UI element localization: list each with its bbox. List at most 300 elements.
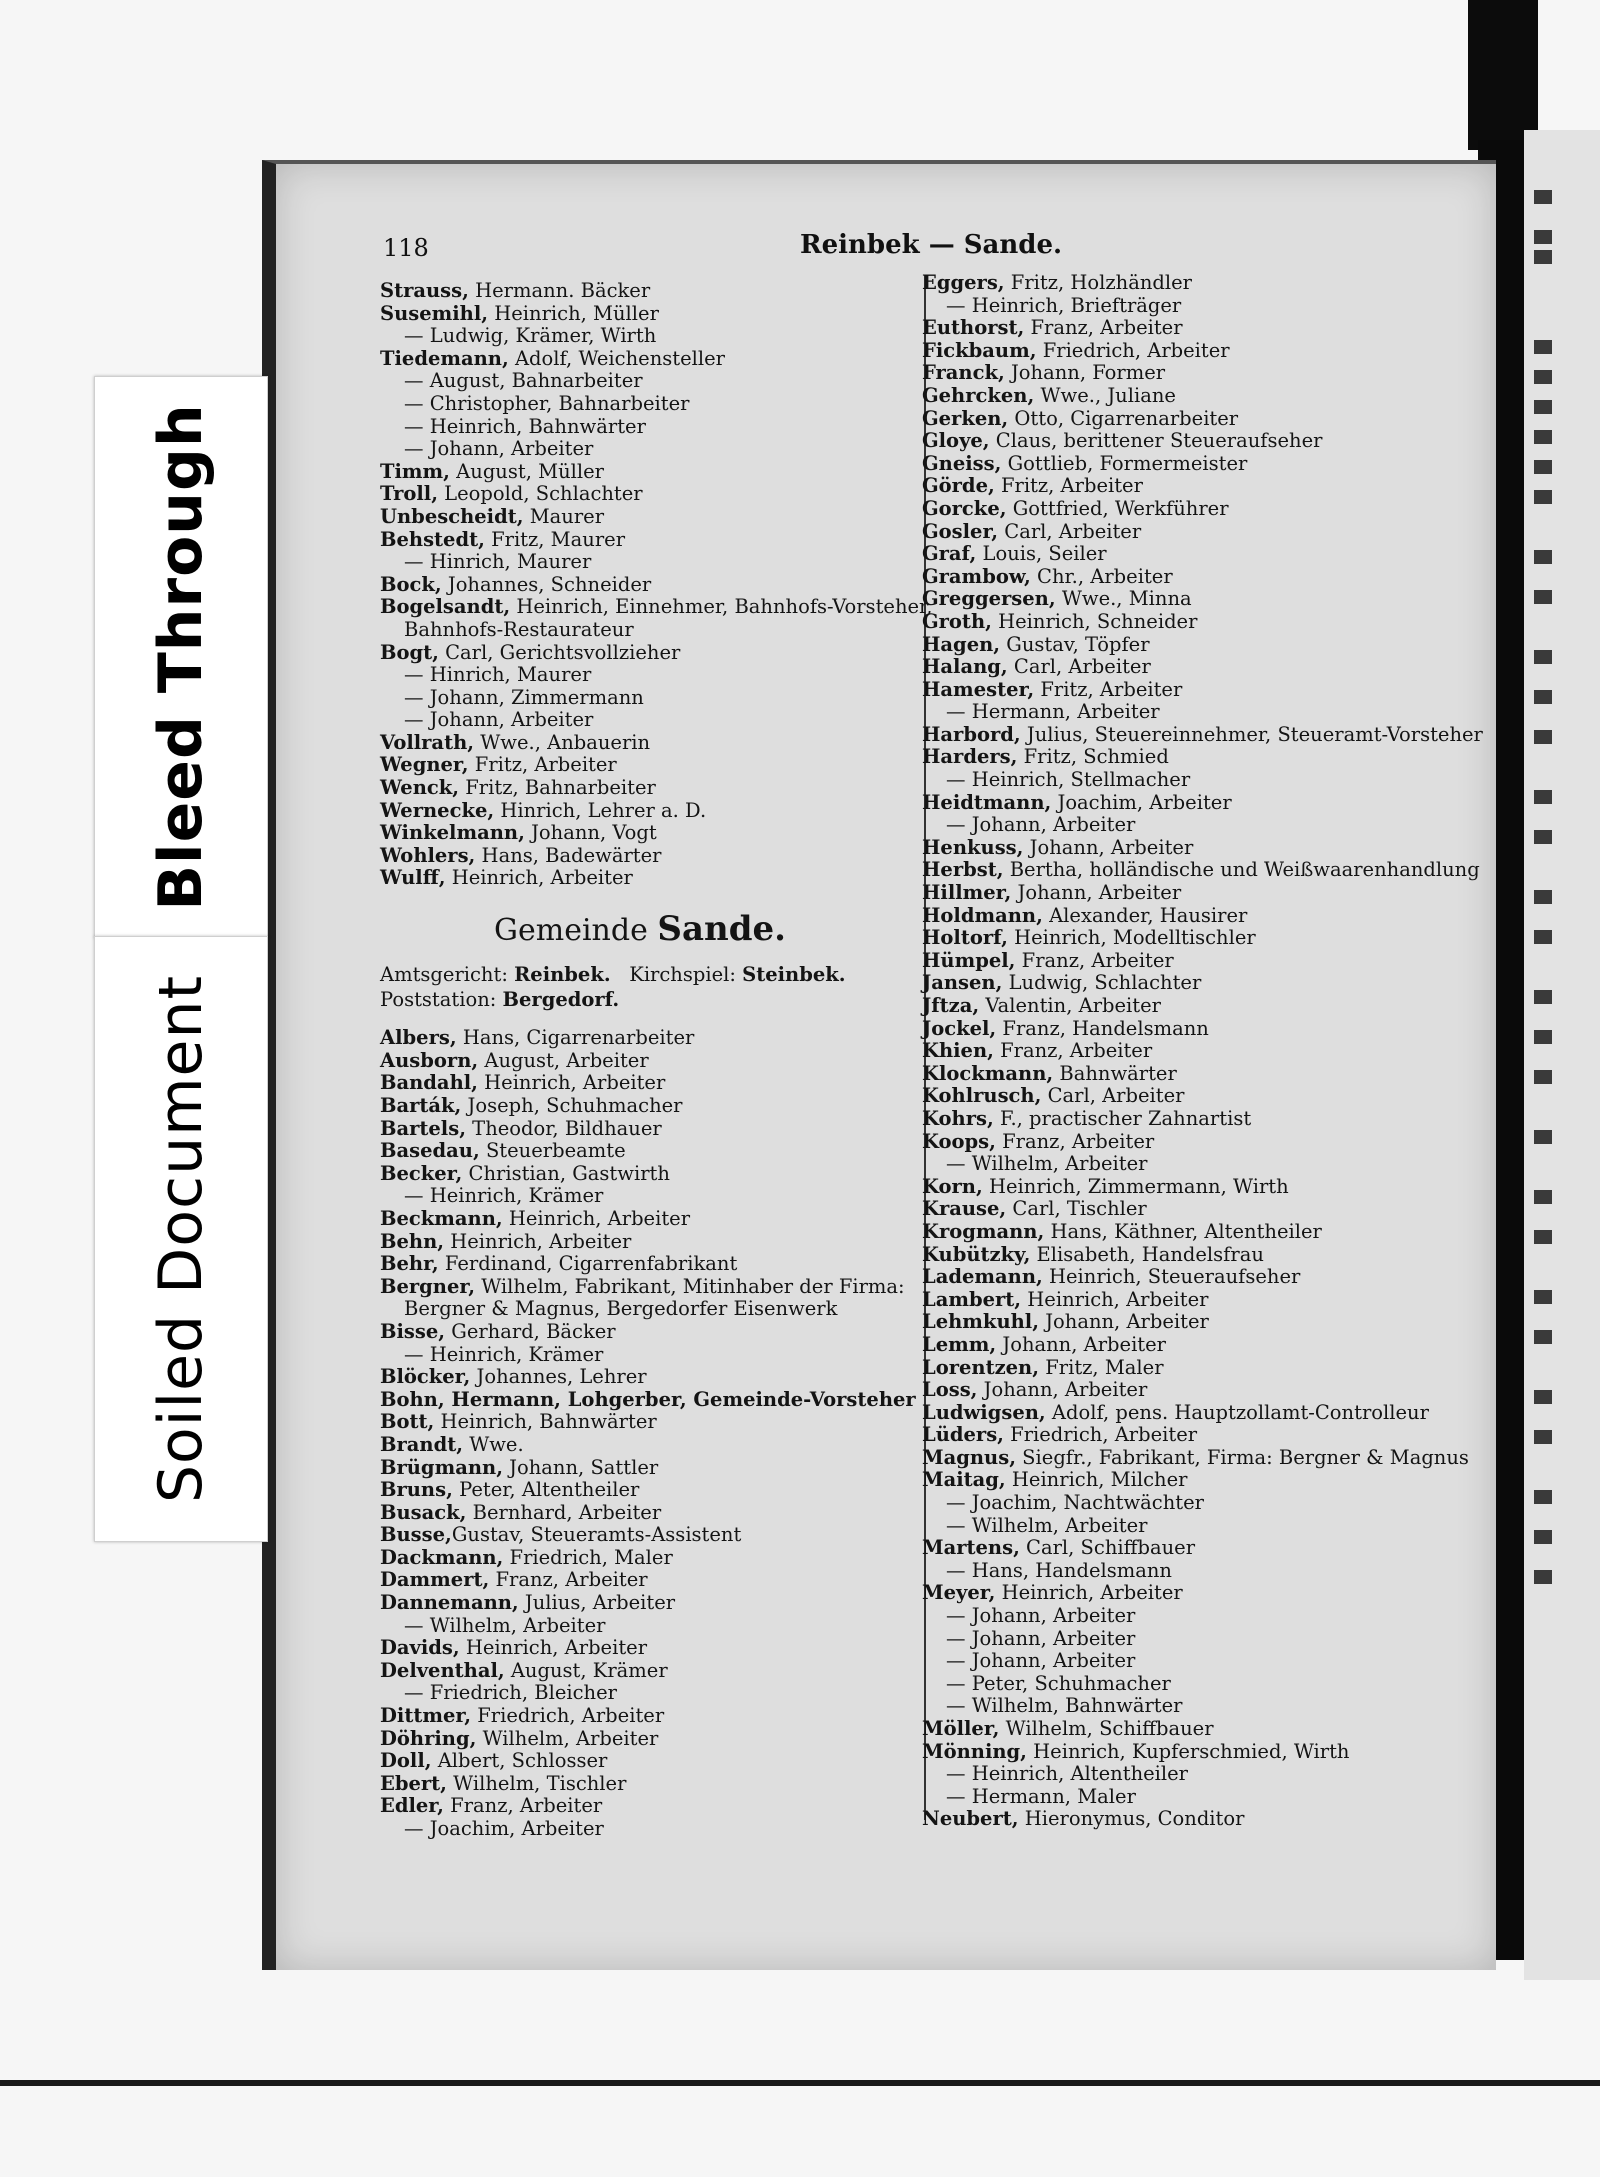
entry-details: August, Arbeiter <box>478 1048 649 1072</box>
entry-surname: Strauss, <box>380 279 469 302</box>
entry-surname: Behstedt, <box>380 527 485 551</box>
directory-entry <box>380 1637 910 1660</box>
directory-entry <box>380 1773 910 1796</box>
directory-entry <box>922 1718 1462 1741</box>
entry-details: Johann, Arbeiter <box>971 1626 1136 1650</box>
entry-surname: Timm, <box>380 459 450 483</box>
entry-surname: Fickbaum, <box>922 338 1037 362</box>
directory-entry <box>380 1298 910 1321</box>
entry-details: Wwe. <box>463 1432 524 1456</box>
directory-entry <box>380 1208 910 1231</box>
running-head: Reinbek — Sande. <box>800 230 1063 260</box>
facing-page-glyph <box>1534 590 1552 604</box>
directory-entry <box>380 1592 910 1615</box>
entry-surname: Lorentzen, <box>922 1355 1040 1379</box>
entry-surname: Lehmkuhl, <box>922 1310 1039 1334</box>
directory-entry <box>922 905 1462 928</box>
entry-details: Chr., Arbeiter <box>1030 564 1173 588</box>
entry-surname: Tiedemann, <box>380 346 509 370</box>
section-meta <box>380 964 910 1011</box>
entry-details: Franz, Handelsmann <box>996 1016 1209 1040</box>
entry-details: Gottlieb, Formermeister <box>1001 451 1248 475</box>
directory-entry: — Joachim, Arbeiter <box>404 1817 604 1840</box>
entry-surname: Wernecke, <box>380 798 495 822</box>
directory-entry <box>380 303 910 326</box>
entry-details: Fritz, Arbeiter <box>1034 677 1183 701</box>
directory-entry <box>922 1289 1462 1312</box>
entry-details: Wwe., Anbauerin <box>474 730 651 754</box>
entry-details: Wilhelm, Arbeiter <box>971 1513 1148 1537</box>
entry-details: Johannes, Schneider <box>441 572 652 596</box>
directory-entry: — Heinrich, Krämer <box>404 1184 604 1208</box>
directory-entry <box>922 1537 1462 1560</box>
directory-entry <box>380 1095 910 1118</box>
entry-details: Fritz, Arbeiter <box>468 753 617 777</box>
entry-surname: Dannemann, <box>380 1591 519 1615</box>
entry-details: Joseph, Schuhmacher <box>461 1094 683 1117</box>
meta-a-value: Reinbek. <box>514 963 611 987</box>
entry-surname: Ausborn, <box>380 1048 479 1072</box>
directory-entry: — Wilhelm, Arbeiter <box>404 1613 606 1637</box>
entry-surname: Kubützky, <box>922 1242 1031 1266</box>
directory-entry <box>380 348 910 371</box>
entry-details: August, Müller <box>449 459 604 483</box>
directory-entry <box>922 1357 1462 1380</box>
entry-surname: Korn, <box>922 1174 983 1198</box>
directory-entry <box>922 1311 1462 1334</box>
entry-details: Heinrich, Stellmacher <box>971 768 1191 792</box>
entry-details: Wilhelm, Fabrikant, Mitinhaber der Firma: <box>475 1274 905 1298</box>
directory-entry <box>380 1387 916 1412</box>
directory-entry: — Johann, Arbeiter <box>946 1626 1136 1650</box>
entry-details: Ludwig, Schlachter <box>1002 971 1202 995</box>
facing-page-glyph <box>1534 250 1552 264</box>
directory-entry: — Hermann, Arbeiter <box>946 700 1160 724</box>
entry-details: Wwe., Juliane <box>1034 383 1176 407</box>
directory-entry <box>380 1547 910 1570</box>
soiled-document-label: Soiled Document <box>146 974 216 1504</box>
entry-surname: Krogmann, <box>922 1219 1045 1243</box>
page-number: 118 <box>383 234 429 262</box>
directory-entry <box>922 1221 1462 1244</box>
entry-details: Hermann, Arbeiter <box>971 700 1160 724</box>
directory-entry <box>922 1334 1462 1357</box>
directory-entry <box>922 837 1462 860</box>
directory-entry <box>922 1402 1462 1425</box>
directory-entry <box>922 498 1462 521</box>
directory-entry <box>922 1379 1462 1402</box>
directory-entry <box>922 995 1462 1018</box>
facing-page-edge <box>1524 130 1600 1980</box>
entry-details: Bahnwärter <box>1053 1061 1177 1085</box>
directory-entry <box>922 408 1462 431</box>
entry-details: Heinrich, Modelltischler <box>1007 926 1256 950</box>
directory-entry <box>922 453 1462 476</box>
entry-surname: Behr, <box>380 1252 439 1276</box>
entry-details: Heinrich, Arbeiter <box>1021 1287 1209 1311</box>
meta-b-label: Kirchspiel: <box>629 963 736 987</box>
directory-entry <box>922 1808 1462 1831</box>
entry-surname: Heidtmann, <box>922 790 1052 814</box>
entry-details: Gottfried, Werkführer <box>1006 496 1229 520</box>
entry-surname: Bergner, <box>380 1274 476 1298</box>
facing-page-glyph <box>1534 340 1552 354</box>
directory-entry: — Johann, Arbeiter <box>946 1604 1136 1628</box>
entry-details: Johann, Sattler <box>502 1455 659 1479</box>
facing-page-glyph <box>1534 730 1552 744</box>
entry-surname: Halang, <box>922 655 1008 679</box>
entry-details: Hans, Käthner, Altentheiler <box>1044 1219 1322 1243</box>
facing-page-glyph <box>1534 550 1552 564</box>
directory-entry <box>380 777 910 800</box>
entry-details: Heinrich, Zimmermann, Wirth <box>982 1174 1289 1198</box>
directory-entry <box>380 1253 910 1276</box>
entry-surname: Edler, <box>380 1794 444 1818</box>
facing-page-glyph <box>1534 930 1552 944</box>
entry-surname: Hagen, <box>922 632 1001 656</box>
entry-surname: Blöcker, <box>380 1365 471 1389</box>
entry-surname: Dammert, <box>380 1568 490 1592</box>
directory-entry <box>380 1728 910 1751</box>
directory-entry <box>922 430 1462 453</box>
entry-surname: Groth, <box>922 609 992 633</box>
entry-surname: Hillmer, <box>922 881 1012 905</box>
entry-surname: Kohrs, <box>922 1106 994 1130</box>
directory-entry <box>922 385 1462 408</box>
entry-details: Christian, Gastwirth <box>462 1161 670 1185</box>
entry-details: Otto, Cigarrenarbeiter <box>1008 406 1239 430</box>
directory-entry <box>380 1750 910 1773</box>
directory-entry <box>380 642 910 665</box>
entry-details: Maurer <box>523 504 605 528</box>
entry-surname: Susemihl, <box>380 301 489 325</box>
entry-details: Wilhelm, Bahnwärter <box>971 1694 1183 1718</box>
directory-entry: — Heinrich, Stellmacher <box>946 768 1191 792</box>
entry-surname: Wegner, <box>380 753 469 777</box>
directory-entry: — Wilhelm, Bahnwärter <box>946 1694 1183 1718</box>
entry-details: Fritz, Bahnarbeiter <box>459 776 656 800</box>
directory-entry <box>922 1108 1462 1131</box>
entry-surname: Hümpel, <box>922 948 1016 972</box>
directory-entry <box>922 1198 1462 1221</box>
entry-details: Heinrich, Müller <box>488 301 659 325</box>
entry-details: Heinrich, Schneider <box>991 609 1198 633</box>
directory-entry <box>922 1040 1462 1063</box>
directory-entry <box>380 1118 910 1141</box>
directory-entry: — Peter, Schuhmacher <box>946 1671 1171 1695</box>
entry-surname: Herbst, <box>922 858 1004 882</box>
directory-entry <box>380 1660 910 1683</box>
directory-entry <box>380 595 933 619</box>
entry-surname: Gerken, <box>922 406 1009 430</box>
entry-details: Fritz, Arbeiter <box>994 474 1143 498</box>
directory-entry <box>922 1469 1462 1492</box>
entry-details: Hinrich, Lehrer a. D. <box>494 798 707 822</box>
entry-details: Johann, Zimmermann <box>429 685 644 709</box>
directory-entry <box>380 506 910 529</box>
entry-surname: Klockmann, <box>922 1061 1054 1085</box>
directory-entry <box>380 461 910 484</box>
entry-surname: Jockel, <box>922 1016 997 1040</box>
entry-surname: Koops, <box>922 1129 996 1153</box>
directory-entry <box>380 822 910 845</box>
directory-entry: — Ludwig, Krämer, Wirth <box>404 324 657 348</box>
entry-details: Julius, Steuereinnehmer, Steueramt-Vorsteher <box>1020 722 1483 746</box>
facing-page-glyph <box>1534 1330 1552 1344</box>
directory-entry <box>922 340 1462 363</box>
directory-entry <box>380 1705 910 1728</box>
entry-details: Heinrich, Krämer <box>429 1342 604 1366</box>
entry-surname: Bruns, <box>380 1478 453 1502</box>
directory-entry <box>922 543 1462 566</box>
entry-details: August, Bahnarbeiter <box>429 369 643 393</box>
entry-surname: Möller, <box>922 1717 1000 1740</box>
meta-b-value: Steinbek. <box>742 963 846 987</box>
entry-details: Alexander, Hausirer <box>1042 903 1248 927</box>
entry-details: Wilhelm, Tischler <box>446 1771 627 1795</box>
directory-entry <box>380 1321 910 1344</box>
entry-surname: Jftza, <box>922 994 980 1017</box>
entry-details: Franz, Arbeiter <box>443 1794 603 1818</box>
entry-details: Wilhelm, Arbeiter <box>971 1152 1148 1176</box>
entry-details: Heinrich, Arbeiter <box>502 1206 691 1230</box>
entry-details: Franz, Arbeiter <box>995 1129 1155 1153</box>
directory-entry <box>922 588 1462 611</box>
entry-details: Friedrich, Arbeiter <box>471 1704 665 1728</box>
directory-entry: — Hinrich, Maurer <box>404 550 592 574</box>
entry-details: Johann, Arbeiter <box>429 708 594 732</box>
directory-entry <box>922 1741 1462 1764</box>
directory-entry <box>922 1445 1469 1470</box>
facing-page-glyph <box>1534 490 1552 504</box>
entry-details: August, Krämer <box>504 1658 668 1682</box>
directory-entry <box>922 566 1462 589</box>
directory-entry <box>380 732 910 755</box>
entry-details: Wwe., Minna <box>1055 587 1192 611</box>
entry-surname: Delventhal, <box>380 1658 505 1682</box>
entry-details: Carl, Gerichtsvollzieher <box>438 640 681 664</box>
directory-entry <box>922 611 1462 634</box>
facing-page-glyph <box>1534 1130 1552 1144</box>
entry-details: Heinrich, Kupferschmied, Wirth <box>1026 1739 1350 1763</box>
entry-surname: Albers, <box>380 1026 457 1050</box>
entry-details: Joachim, Arbeiter <box>429 1817 604 1840</box>
entry-surname: Greggersen, <box>922 587 1056 611</box>
entry-surname: Wulff, <box>380 866 446 890</box>
directory-entry <box>922 1244 1462 1267</box>
entry-surname: Harders, <box>922 745 1018 769</box>
entry-details: Heinrich, Bahnwärter <box>429 414 646 438</box>
facing-page-glyph <box>1534 1530 1552 1544</box>
soiled-document-stamp <box>94 936 268 1542</box>
facing-page-glyph <box>1534 1030 1552 1044</box>
directory-entry <box>922 679 1462 702</box>
entry-surname: Holtorf, <box>922 926 1008 950</box>
entry-details: Peter, Schuhmacher <box>971 1671 1171 1695</box>
entry-surname: Meyer, <box>922 1581 996 1605</box>
entry-surname: Khien, <box>922 1039 994 1063</box>
entry-surname: Lambert, <box>922 1287 1022 1311</box>
entry-surname: Martens, <box>922 1536 1020 1560</box>
entry-details: Bertha, holländische und Weißwaarenhandlung <box>1003 858 1480 882</box>
directory-entry <box>380 280 910 303</box>
entry-details: Steuerbeamte <box>479 1139 626 1163</box>
directory-entry: — Wilhelm, Arbeiter <box>946 1513 1148 1537</box>
entry-details: Valentin, Arbeiter <box>979 994 1161 1017</box>
entry-details: Friedrich, Arbeiter <box>1003 1423 1198 1447</box>
entry-details: Hermann, Maler <box>971 1784 1136 1808</box>
entry-details: Johann, Arbeiter <box>1039 1310 1209 1334</box>
entry-surname: Ebert, <box>380 1771 447 1795</box>
directory-entry <box>380 1479 910 1502</box>
entry-surname: Doll, <box>380 1749 432 1773</box>
entry-surname: Gorcke, <box>922 496 1007 520</box>
entry-surname: Maitag, <box>922 1468 1006 1492</box>
entry-surname: Mönning, <box>922 1739 1027 1763</box>
entry-details: Johann, Arbeiter <box>971 813 1136 837</box>
entry-details: Franz, Arbeiter <box>489 1568 648 1592</box>
entry-details: Wilhelm, Arbeiter <box>476 1726 659 1750</box>
entry-details: Elisabeth, Handelsfrau <box>1030 1242 1264 1266</box>
entry-details: Friedrich, Arbeiter <box>1036 338 1230 362</box>
entry-details: Fritz, Holzhändler <box>1004 271 1192 294</box>
directory-entry <box>922 1131 1462 1154</box>
entry-details: Johann, Arbeiter <box>1011 881 1182 905</box>
reinbek-entries <box>380 279 933 890</box>
entry-details: Carl, Arbeiter <box>998 519 1142 543</box>
directory-entry <box>380 1434 910 1457</box>
entry-details: Theodor, Bildhauer <box>465 1116 662 1140</box>
directory-entry <box>922 634 1462 657</box>
entry-surname: Troll, <box>380 482 438 506</box>
entry-details: Hans, Cigarrenarbeiter <box>456 1026 695 1050</box>
directory-entry: — Heinrich, Krämer <box>404 1342 604 1366</box>
directory-entry <box>922 656 1462 679</box>
entry-surname: Görde, <box>922 474 995 498</box>
bleed-through-label: Bleed Through <box>146 403 216 911</box>
meta-a-value: Bergedorf. <box>502 987 620 1011</box>
entry-details: Louis, Seiler <box>976 542 1107 566</box>
entry-surname: Neubert, <box>922 1807 1019 1831</box>
directory-entry: — Johann, Arbeiter <box>404 708 594 732</box>
directory-entry <box>922 746 1462 769</box>
directory-entry: — Joachim, Nachtwächter <box>946 1491 1204 1515</box>
directory-entry <box>922 1018 1462 1041</box>
directory-entry <box>380 1502 910 1525</box>
entry-details: Joachim, Nachtwächter <box>971 1491 1204 1515</box>
directory-entry <box>922 1063 1462 1086</box>
directory-entry <box>922 272 1462 295</box>
entry-details: Siegfr., Fabrikant, Firma: Bergner & Magnus <box>1015 1445 1469 1469</box>
directory-entry: — Heinrich, Altentheiler <box>946 1762 1189 1786</box>
directory-entry <box>380 1276 910 1299</box>
entry-surname: Kohlrusch, <box>922 1084 1042 1108</box>
directory-entry <box>380 754 910 777</box>
directory-entry: — Heinrich, Briefträger <box>946 293 1182 317</box>
facing-page-glyph <box>1534 690 1552 704</box>
entry-details: Wilhelm, Arbeiter <box>429 1613 606 1637</box>
entry-details: Gustav, Steueramts-Assistent <box>451 1523 742 1547</box>
directory-entry <box>380 1050 910 1073</box>
entry-details: Heinrich, Einnehmer, Bahnhofs-Vorsteher, <box>510 595 933 619</box>
entry-surname: Vollrath, <box>380 730 475 754</box>
directory-entry <box>380 845 910 868</box>
directory-entry <box>380 529 910 552</box>
sande-entries <box>380 1026 916 1840</box>
entry-details: Hans, Handelsmann <box>971 1558 1172 1582</box>
directory-entry: — Johann, Arbeiter <box>946 1649 1136 1673</box>
scanner-edge-top <box>1468 0 1538 150</box>
entry-surname: Euthorst, <box>922 316 1025 340</box>
directory-entry: — Hans, Handelsmann <box>946 1558 1172 1582</box>
directory-entry <box>922 858 1480 882</box>
directory-entry <box>922 475 1462 498</box>
entry-details: Hieronymus, Conditor <box>1018 1807 1245 1831</box>
entry-surname: Döhring, <box>380 1726 477 1750</box>
directory-entry <box>380 619 910 642</box>
entry-surname: Hamester, <box>922 677 1035 701</box>
directory-entry <box>380 1072 910 1095</box>
entry-surname: Basedau, <box>380 1139 480 1163</box>
entry-details: Heinrich, Arbeiter <box>995 1581 1183 1605</box>
entry-details: Bahnhofs-Restaurateur <box>404 617 634 641</box>
directory-entry <box>380 483 910 506</box>
entry-details: Carl, Tischler <box>1006 1197 1147 1221</box>
entry-details: Heinrich, Altentheiler <box>971 1762 1189 1786</box>
entry-surname: Busse, <box>380 1523 452 1547</box>
directory-entry <box>380 1569 910 1592</box>
entry-surname: Bisse, <box>380 1319 446 1343</box>
directory-entry <box>922 927 1462 950</box>
right-column <box>922 271 1483 1831</box>
entry-details: Hinrich, Maurer <box>429 663 592 687</box>
entry-surname: Busack, <box>380 1500 467 1524</box>
entry-surname: Bott, <box>380 1410 435 1434</box>
entry-details: Adolf, pens. Hauptzollamt-Controlleur <box>1045 1400 1429 1424</box>
directory-entry <box>380 800 910 823</box>
entry-details: Peter, Altentheiler <box>452 1478 640 1502</box>
entry-surname: Bogelsandt, <box>380 595 511 619</box>
facing-page-glyph <box>1534 1290 1552 1304</box>
sande-entries-continued <box>922 271 1483 1831</box>
entry-details: Carl, Arbeiter <box>1007 655 1151 679</box>
entry-details: Hermann. Bäcker <box>468 279 651 302</box>
entry-details: Johann, Vogt <box>524 821 657 845</box>
entry-surname: Beckmann, <box>380 1206 503 1230</box>
directory-entry <box>922 882 1462 905</box>
directory-entry <box>922 317 1462 340</box>
entry-surname: Grambow, <box>922 564 1031 588</box>
entry-details: Wilhelm, Schiffbauer <box>999 1717 1214 1740</box>
section-prefix: Gemeinde <box>494 913 648 949</box>
directory-entry: — Johann, Arbeiter <box>946 813 1136 837</box>
facing-page-glyph <box>1534 990 1552 1004</box>
entry-surname: Bock, <box>380 572 442 596</box>
entry-details: Heinrich, Briefträger <box>971 293 1182 317</box>
entry-details: Johann, Arbeiter <box>996 1332 1167 1356</box>
entry-surname: Bohn, Hermann, Lohgerber, Gemeinde-Vorsteher <box>380 1387 916 1411</box>
directory-entry <box>922 1424 1462 1447</box>
entry-surname: Gehrcken, <box>922 383 1035 407</box>
entry-surname: Unbescheidt, <box>380 504 524 528</box>
entry-surname: Gloye, <box>922 429 990 453</box>
facing-page-glyph <box>1534 370 1552 384</box>
entry-surname: Krause, <box>922 1197 1007 1221</box>
directory-entry: — Johann, Zimmermann <box>404 685 644 709</box>
directory-entry: — Wilhelm, Arbeiter <box>946 1152 1148 1176</box>
facing-page-glyph <box>1534 790 1552 804</box>
directory-entry <box>922 950 1462 973</box>
